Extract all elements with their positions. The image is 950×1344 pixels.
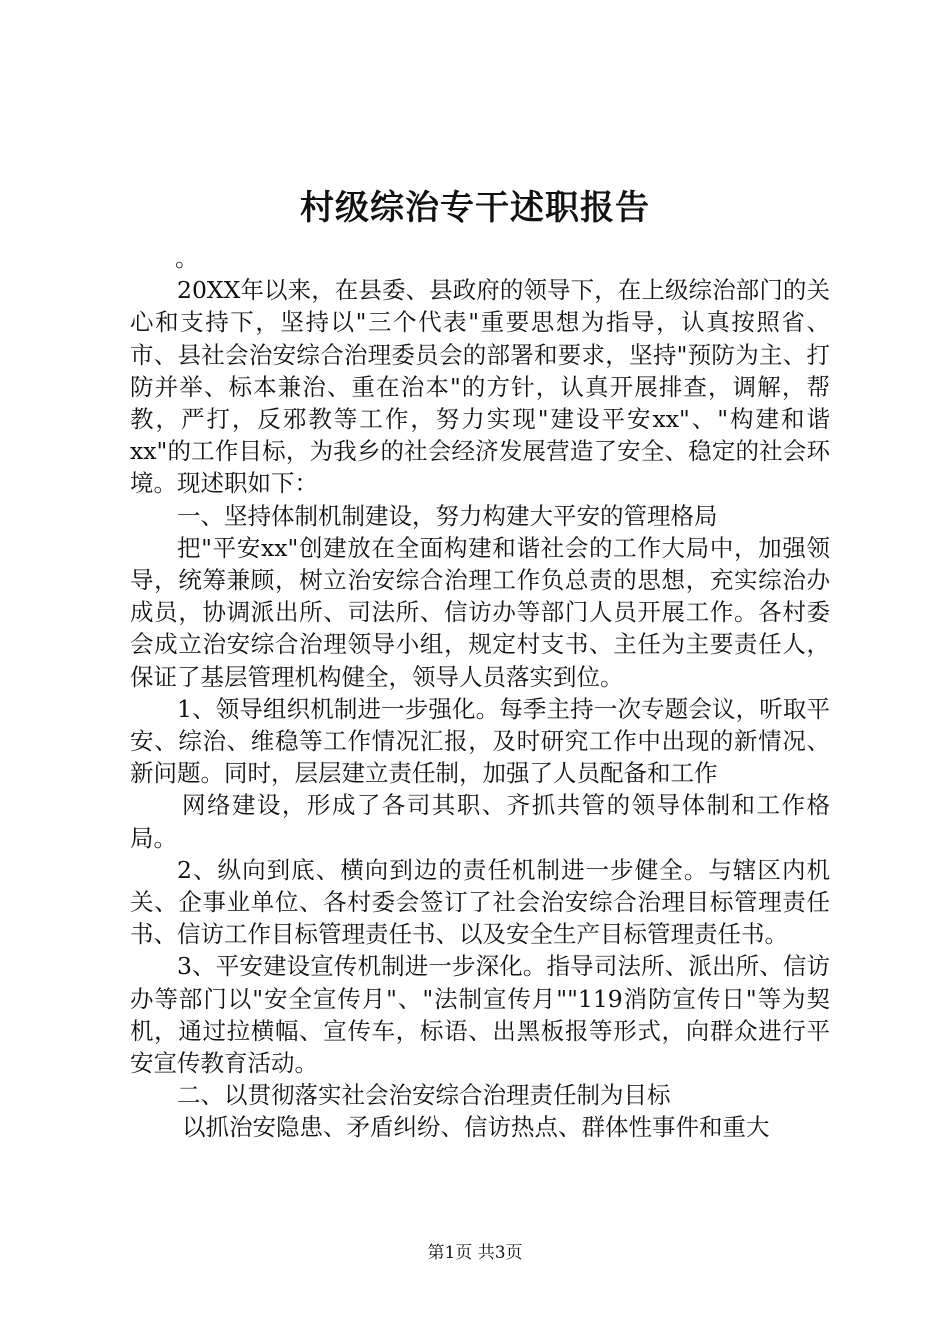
paragraph-item-3: 3、平安建设宣传机制进一步深化。指导司法所、派出所、信访办等部门以"安全宣传月"、"法制宣传月""119消防宣传日"等为契机，通过拉横幅、宣传车，标语、出黑板报等形式，向群众进行平安宣传教育活动。 [130,952,830,1078]
document-body [130,242,830,1144]
paragraph-item-1: 1、领导组织机制进一步强化。每季主持一次专题会议，听取平安、综治、维稳等工作情况汇报，及时研究工作中出现的新情况、新问题。同时，层层建立责任制，加强了人员配备和工作 [130,694,830,788]
section-heading-1: 一、坚持体制机制建设，努力构建大平安的管理格局 [177,501,718,530]
section-heading-2: 二、以贯彻落实社会治安综合治理责任制为目标 [177,1081,671,1110]
paragraph-item-2: 2、纵向到底、横向到边的责任机制进一步健全。与辖区内机关、企事业单位、各村委会签订了社会治安综合治理目标管理责任书、信访工作目标管理责任书、以及安全生产目标管理责任书。 [130,855,830,949]
paragraph-intro: 20XX年以来，在县委、县政府的领导下，在上级综治部门的关心和支持下，坚持以"三个代表"重要思想为指导，认真按照省、市、县社会治安综合治理委员会的部署和要求，坚持"预防为主、打防并举、标本兼治、重在治本"的方针，认真开展排查，调解，帮教，严打，反邪教等工作，努力实现"建设平安xx"、"构建和谐xx"的工作目标，为我乡的社会经济发展营造了安全、稳定的社会环境。现述职如下： [130,276,830,498]
document-title: 村级综治专干述职报告 [300,188,650,228]
paragraph-mark: 。 [175,244,199,272]
paragraph-section-2: 以抓治安隐患、矛盾纠纷、信访热点、群体性事件和重大 [182,1113,770,1142]
paragraph-section-1: 把"平安xx"创建放在全面构建和谐社会的工作大局中，加强领导，统筹兼顾，树立治安综合治理工作负总责的思想，充实综治办成员，协调派出所、司法所、信访办等部门人员开展工作。各村委会成立治安综合治理领导小组，规定村支书、主任为主要责任人，保证了基层管理机构健全，领导人员落实到位。 [130,533,830,691]
page-number: 第1页 共3页 [427,1243,523,1263]
paragraph-item-1-continued: 网络建设，形成了各司其职、齐抓共管的领导体制和工作格局。 [130,791,830,852]
